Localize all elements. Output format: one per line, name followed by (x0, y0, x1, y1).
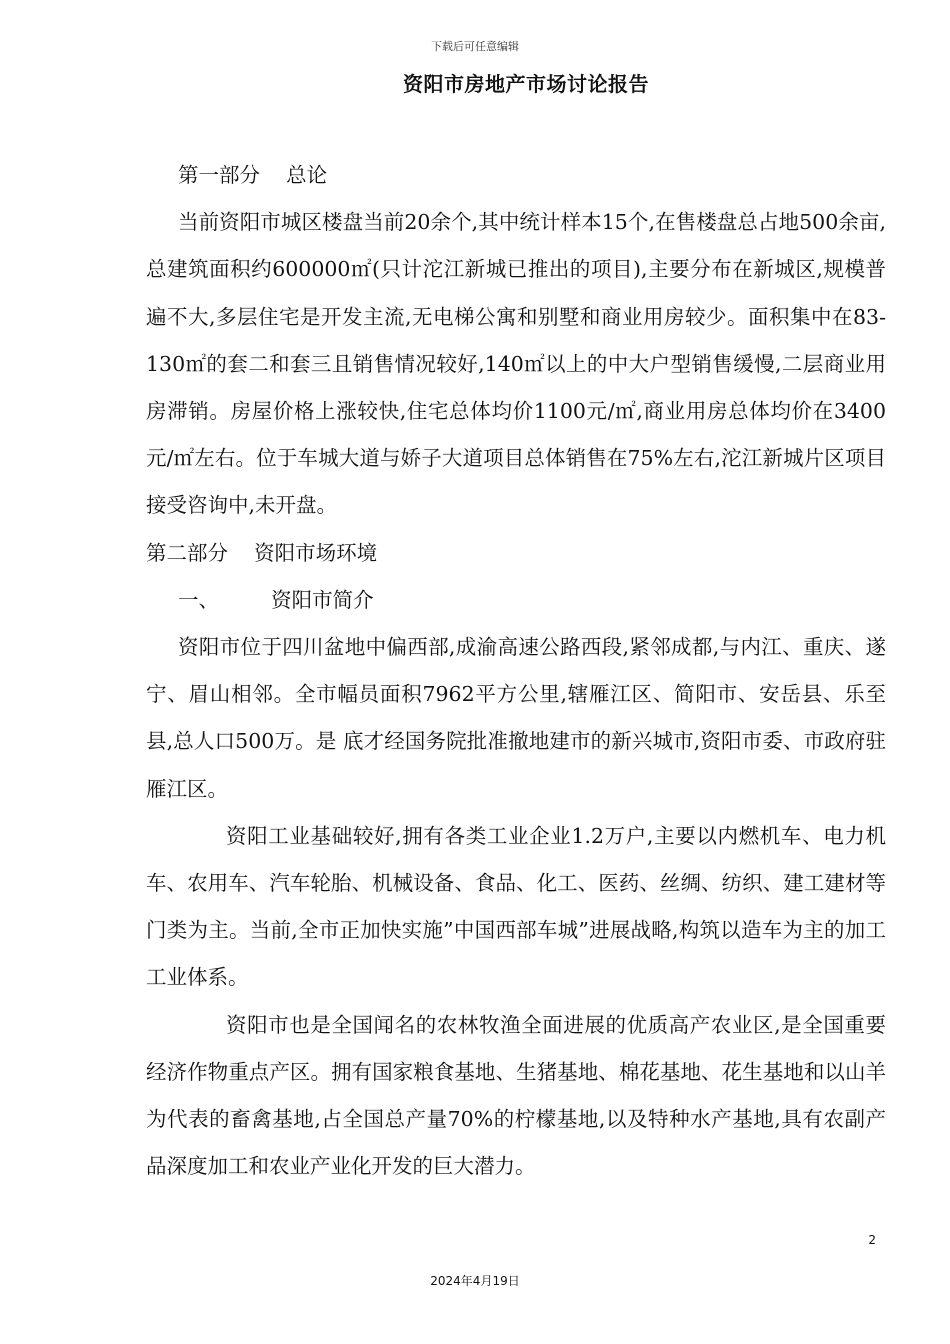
industry-paragraph: 资阳工业基础较好,拥有各类工业企业1.2万户,主要以内燃机车、电力机车、农用车、汽车轮胎、机械设备、食品、化工、医药、丝绸、纺织、建工建材等门类为主。当前,全市正加快实施”中国西部车城”进展战略,构筑以造车为主的加工工业体系。 (146, 823, 886, 990)
part2-title: 资阳市场环境 (254, 540, 378, 565)
section1-title: 资阳市简介 (271, 587, 374, 612)
part2-label: 第二部分 (146, 540, 228, 565)
page-number: 2 (868, 1233, 876, 1247)
page-header-note: 下载后可任意编辑 (431, 40, 519, 53)
part1-heading (146, 152, 886, 199)
document-body (146, 152, 886, 1190)
document-title: 资阳市房地产市场讨论报告 (403, 72, 649, 96)
agriculture-paragraph: 资阳市也是全国闻名的农林牧渔全面进展的优质高产农业区,是全国重要经济作物重点产区。拥有国家粮食基地、生猪基地、棉花基地、花生基地和以山羊为代表的畜禽基地,占全国总产量70%的柠檬基地,以及特种水产基地,具有农副产品深度加工和农业产业化开发的巨大潜力。 (146, 1012, 886, 1179)
section1-heading (146, 577, 886, 624)
part1-title: 总论 (286, 163, 328, 187)
footer-date: 2024年4月19日 (430, 1274, 520, 1288)
city-intro-paragraph: 资阳市位于四川盆地中偏西部,成渝高速公路西段,紧邻成都,与内江、重庆、遂宁、眉山相邻。全市幅员面积7962平方公里,辖雁江区、简阳市、安岳县、乐至县,总人口500万。是 底才经国务院批准撤地建市的新兴城市,资阳市委、市政府驻雁江区。 (146, 635, 886, 801)
part2-heading (146, 530, 886, 577)
section1-number: 一、 (178, 587, 219, 612)
part1-label: 第一部分 (178, 163, 260, 187)
part1-paragraph: 当前资阳市城区楼盘当前20余个,其中统计样本15个,在售楼盘总占地500余亩,总建筑面积约600000㎡(只计沱江新城已推出的项目),主要分布在新城区,规模普遍不大,多层住宅是开发主流,无电梯公寓和别墅和商业用房较少。面积集中在83-130㎡的套二和套三且销售情况较好,140㎡以上的中大户型销售缓慢,二层商业用房滞销。房屋价格上涨较快,住宅总体均价1100元/㎡,商业用房总体均价在3400元/㎡左右。位于车城大道与娇子大道项目总体销售在75%左右,沱江新城片区项目接受咨询中,未开盘。 (146, 210, 886, 518)
